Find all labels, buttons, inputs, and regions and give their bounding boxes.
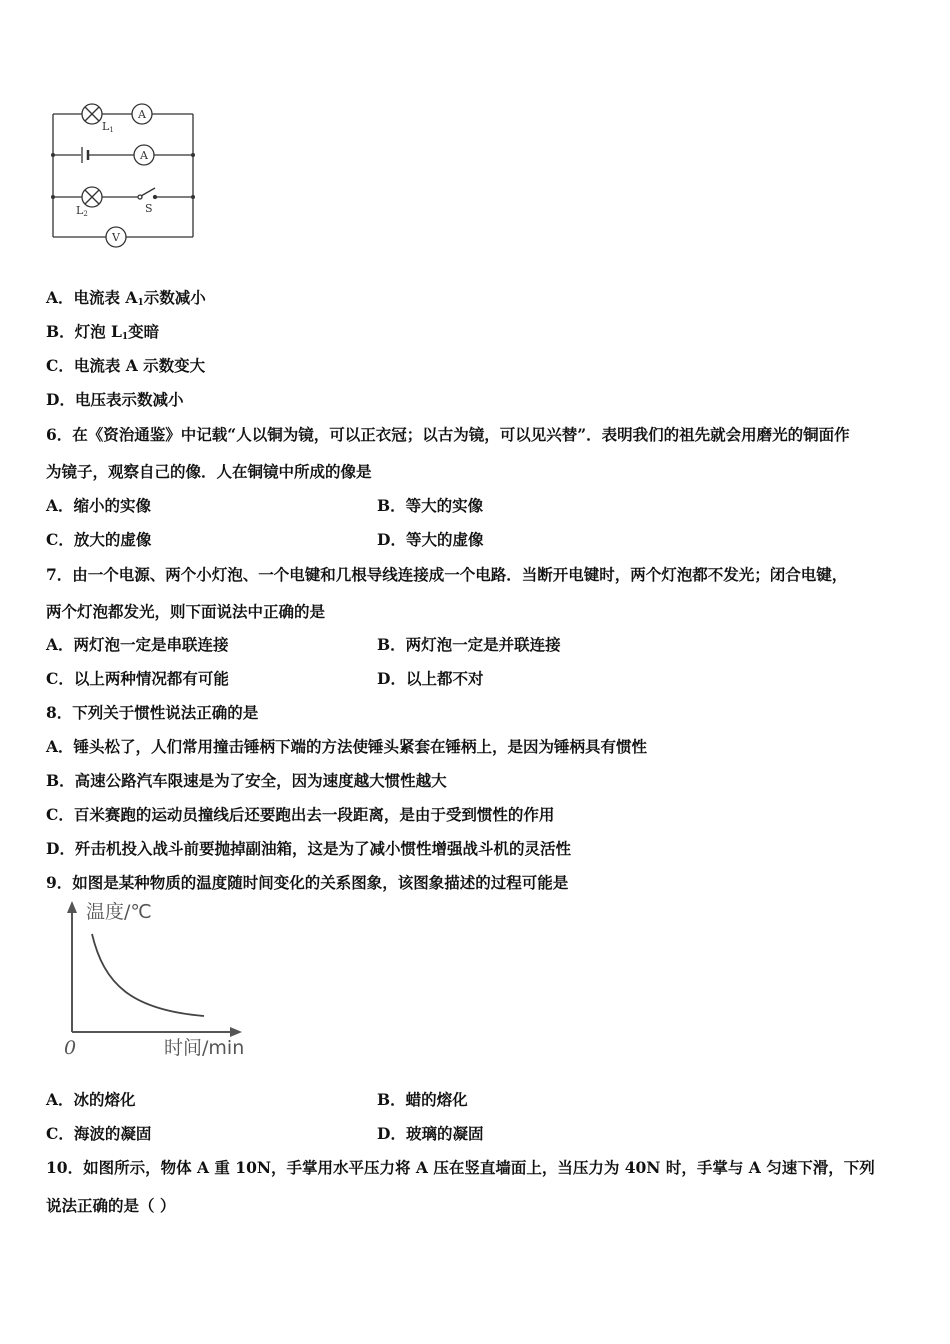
q6-option-a: A．缩小的实像 (46, 496, 152, 515)
q8-option-b: B．高速公路汽车限速是为了安全，因为速度越大惯性越大 (46, 771, 447, 790)
q8-option-c: C．百米赛跑的运动员撞线后还要跑出去一段距离，是由于受到惯性的作用 (46, 805, 555, 824)
q9-stem: 9．如图是某种物质的温度随时间变化的关系图象，该图象描述的过程可能是 (46, 873, 569, 892)
q6-stem-line2: 为镜子，观察自己的像．人在铜镜中所成的像是 (46, 462, 372, 481)
graph-origin: 0 (64, 1037, 77, 1059)
voltmeter-label: V (112, 231, 120, 244)
q7-stem-line2: 两个灯泡都发光，则下面说法中正确的是 (46, 602, 326, 621)
ammeter-a-label: A (140, 149, 148, 162)
q8-option-a: A．锤头松了，人们常用撞击锤柄下端的方法使锤头紧套在锤柄上，是因为锤柄具有惯性 (46, 737, 648, 756)
l1-label: L (102, 120, 110, 133)
q5-option-a: A．电流表 $A_1$示数减小 (46, 288, 206, 308)
circuit-diagram (44, 98, 204, 248)
q7-option-a: A．两灯泡一定是串联连接 (46, 635, 229, 654)
q9-option-b: B．蜡的熔化 (377, 1090, 468, 1109)
x-axis-arrow-icon (230, 1027, 242, 1037)
q5-option-c: C．电流表 A 示数变大 (46, 356, 206, 375)
l2-sub: 2 (83, 210, 88, 218)
q6-stem-line1: 6．在《资治通鉴》中记载“人以铜为镜，可以正衣冠；以古为镜，可以见兴替”．表明我们的祖先就会用磨光的铜面作 (46, 425, 850, 444)
cooling-curve (92, 934, 204, 1016)
q8-option-d: D．歼击机投入战斗前要抛掉副油箱，这是为了减小惯性增强战斗机的灵活性 (46, 839, 571, 858)
graph-xlabel: 时间/min (164, 1037, 245, 1059)
q10-stem-line2: 说法正确的是（ ） (46, 1196, 176, 1215)
svg-text:L1 (102, 120, 114, 134)
q6-option-b: B．等大的实像 (377, 496, 484, 515)
q7-option-c: C．以上两种情况都有可能 (46, 669, 229, 688)
lamp-l2-icon (82, 187, 102, 207)
q9-option-a: A．冰的熔化 (46, 1090, 136, 1109)
q6-option-d: D．等大的虚像 (377, 530, 484, 549)
temperature-time-graph (56, 898, 256, 1063)
l1-sub: 1 (109, 126, 114, 134)
l2-label: L (76, 204, 84, 217)
q7-option-b: B．两灯泡一定是并联连接 (377, 635, 561, 654)
q7-stem-line1: 7．由一个电源、两个小灯泡、一个电键和几根导线连接成一个电路．当断开电键时，两个灯泡都不发光；闭合电键， (46, 565, 848, 584)
q7-option-d: D．以上都不对 (377, 669, 484, 688)
q6-option-c: C．放大的虚像 (46, 530, 152, 549)
switch-icon (138, 188, 157, 199)
svg-text:L2 (76, 204, 88, 218)
q10-stem-line1: 10．如图所示，物体 A 重 10N，手掌用水平压力将 A 压在竖直墙面上，当压力为 40N 时，手掌与 A 匀速下滑，下列 (46, 1158, 875, 1177)
lamp-l1-icon (82, 104, 102, 124)
q5-option-d: D．电压表示数减小 (46, 390, 184, 409)
switch-label: S (145, 202, 153, 215)
ammeter-a1-label: A (138, 108, 146, 121)
q9-option-c: C．海波的凝固 (46, 1124, 152, 1143)
q9-option-d: D．玻璃的凝固 (377, 1124, 484, 1143)
q8-stem: 8．下列关于惯性说法正确的是 (46, 703, 259, 722)
graph-ylabel: 温度/℃ (86, 901, 152, 923)
battery-icon (82, 147, 88, 163)
q5-option-b: B．灯泡 $L_1$变暗 (46, 322, 160, 342)
y-axis-arrow-icon (67, 901, 77, 913)
